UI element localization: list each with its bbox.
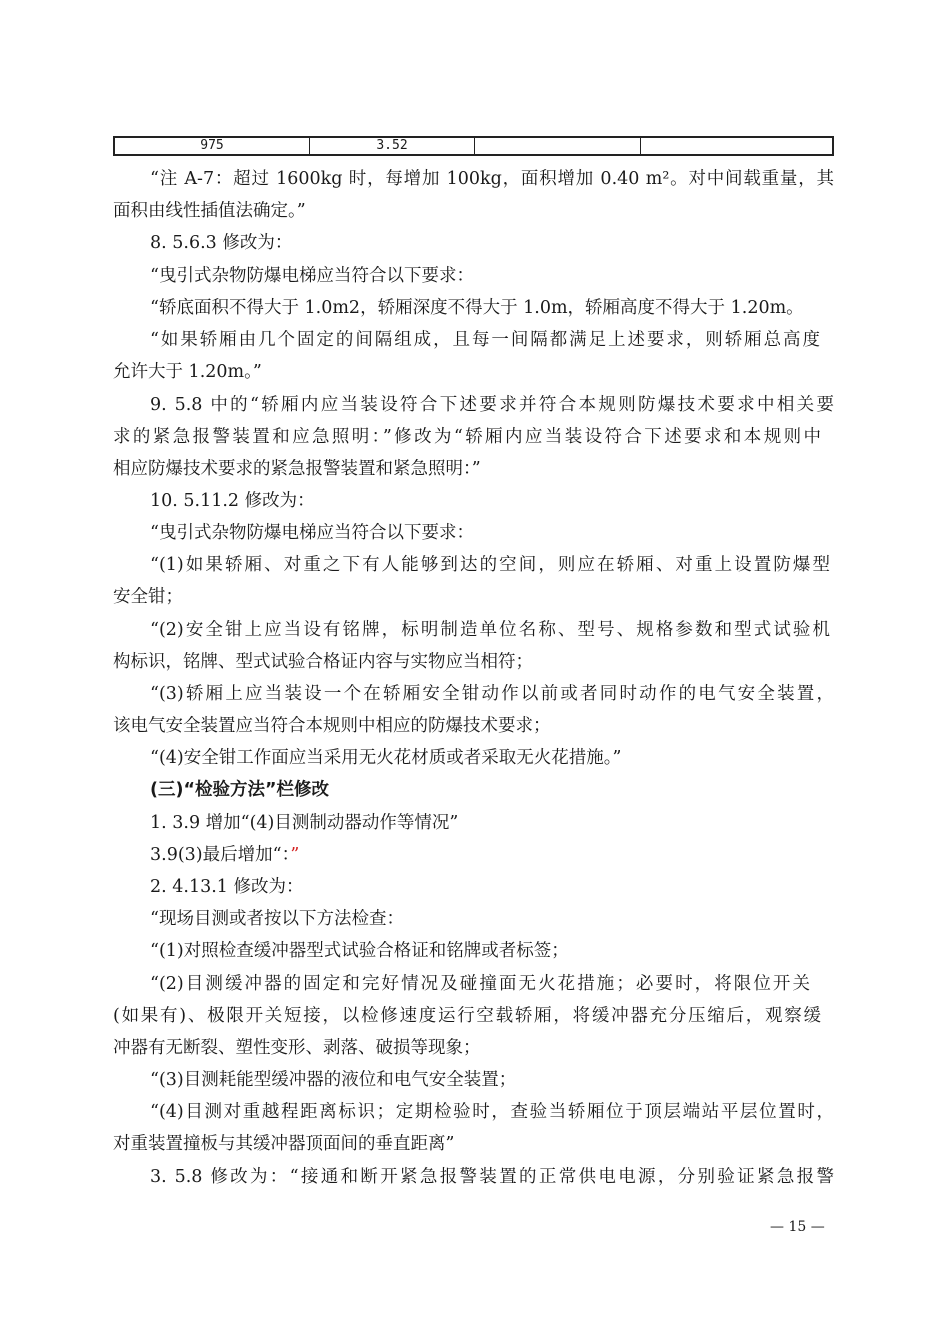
method-item-3-line-1: 3. 5.8 修改为：“接通和断开紧急报警装置的正常供电电源，分别验证紧急报警 [150,1167,834,1187]
item-8-text-1: “曳引式杂物防爆电梯应当符合以下要求： [150,266,474,286]
item-8-heading: 8. 5.6.3 修改为： [150,233,293,253]
table-cell-load: 975 [115,138,310,154]
item-10-text-6: “(3)轿厢上应当装设一个在轿厢安全钳动作以前或者同时动作的电气安全装置， [150,684,834,704]
method-item-2-text-8: 对重装置撞板与其缓冲器顶面间的垂直距离” [113,1134,455,1154]
table-cell-area: 3.52 [310,138,475,154]
red-quote-mark: ” [290,845,300,865]
method-item-2-heading: 2. 4.13.1 修改为： [150,877,304,897]
section-3-heading: (三)“检验方法”栏修改 [150,780,329,800]
table-cell-empty-2 [641,138,832,154]
method-item-2-text-1: “现场目测或者按以下方法检查： [150,909,404,929]
item-10-text-5: 构标识，铭牌、型式试验合格证内容与实物应当相符； [113,652,533,672]
item-10-text-7: 该电气安全装置应当符合本规则中相应的防爆技术要求； [113,716,551,736]
method-item-2-text-7: “(4)目测对重越程距离标识；定期检验时，查验当轿厢位于顶层端站平层位置时， [150,1102,834,1122]
item-10-text-2: “(1)如果轿厢、对重之下有人能够到达的空间，则应在轿厢、对重上设置防爆型 [150,555,830,575]
item-10-text-8: “(4)安全钳工作面应当采用无火花材质或者采取无火花措施。” [150,748,622,768]
note-a7-line-2: 面积由线性插值法确定。” [113,201,306,221]
method-item-2-text-4: (如果有)、极限开关短接，以检修速度运行空载轿厢，将缓冲器充分压缩后，观察缓 [113,1006,821,1026]
item-8-text-3: “如果轿厢由几个固定的间隔组成，且每一间隔都满足上述要求，则轿厢总高度 [150,330,820,350]
table-cell-empty-1 [475,138,641,154]
item-8-text-4: 允许大于 1.20m。” [113,362,262,382]
data-table-row [113,136,834,156]
method-item-2-text-2: “(1)对照检查缓冲器型式试验合格证和铭牌或者标签； [150,941,569,961]
method-item-2-text-5: 冲器有无断裂、塑性变形、剥落、破损等现象； [113,1038,481,1058]
item-9-line-2: 求的紧急报警装置和应急照明：”修改为“轿厢内应当装设符合下述要求和本规则中 [113,427,821,447]
item-9-line-3: 相应防爆技术要求的紧急报警装置和紧急照明：” [113,459,481,479]
item-9-line-1: 9. 5.8 中的“轿厢内应当装设符合下述要求并符合本规则防爆技术要求中相关要 [150,395,834,415]
addendum-text: 3.9(3)最后增加“： [150,845,291,865]
method-item-1: 1. 3.9 增加“(4)目测制动器动作等情况” [150,813,459,833]
method-item-1-addendum [150,843,299,867]
item-10-text-3: 安全钳； [113,587,183,607]
item-8-text-2: “轿底面积不得大于 1.0m2，轿厢深度不得大于 1.0m，轿厢高度不得大于 1.20m。 [150,298,804,318]
item-10-text-1: “曳引式杂物防爆电梯应当符合以下要求： [150,523,474,543]
note-a7-line-1: “注 A-7：超过 1600kg 时，每增加 100kg，面积增加 0.40 m²。对中间载重量，其 [150,169,834,189]
item-10-heading: 10. 5.11.2 修改为： [150,491,315,511]
item-10-text-4: “(2)安全钳上应当设有铭牌，标明制造单位名称、型号、规格参数和型式试验机 [150,620,830,640]
method-item-2-text-6: “(3)目测耗能型缓冲器的液位和电气安全装置； [150,1070,517,1090]
page-number: — 15 — [770,1219,825,1235]
method-item-2-text-3: “(2)目测缓冲器的固定和完好情况及碰撞面无火花措施；必要时，将限位开关 [150,974,810,994]
